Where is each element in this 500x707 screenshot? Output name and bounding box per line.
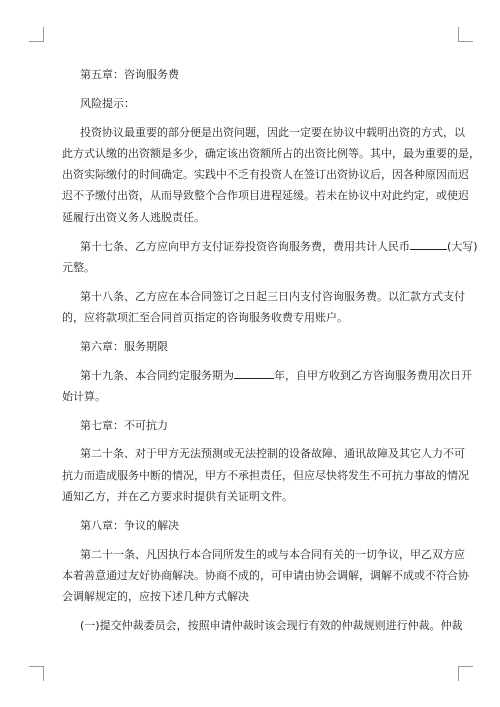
article-21-line-2: 本着善意通过友好协商解决。协商不成的，可申请由协会调解，调解不成或不符合协 [62,568,469,582]
risk-line-5: 延履行出资义务人逃脱责任。 [62,210,205,224]
crop-mark-bottom-left [29,666,44,681]
risk-paragraph [62,122,480,228]
crop-mark-bottom-right [458,666,473,681]
arbitration-item-1: (一)提交仲裁委员会，按照申请仲裁时该会现行有效的仲裁规则进行仲裁。仲裁 [80,619,463,633]
risk-line-2: 此方式认缴的出资额是多少，确定该出资额所占的出资比例等。其中，最为重要的是， [62,146,480,160]
risk-line-3: 出资实际缴付的时间确定。实践中不乏有投资人在签订出资协议后，因各种原因而迟 [62,168,469,182]
chapter-7-heading: 第七章：不可抗力 [80,418,168,432]
article-18 [62,286,465,329]
risk-line-4: 迟不予缴付出资，从而导致整个合作项目进程延缓。若未在协议中对此约定，或使迟 [62,189,469,203]
article-17-line-2: 元整。 [62,260,95,274]
chapter-5-heading: 第五章：咨询服务费 [80,68,179,81]
article-20-line-2: 抗力而造成服务中断的情况，甲方不承担责任，但应尽快将发生不可抗力事故的情况 [62,468,469,482]
article-21-line-1: 第二十一条、凡因执行本合同所发生的或与本合同有关的一切争议，甲乙双方应 [80,547,465,561]
article-21 [62,544,469,608]
article-20-line-3: 通知乙方，并在乙方要求时提供有关证明文件。 [62,490,293,504]
fee-amount-blank [410,237,447,250]
article-20 [62,443,469,507]
chapter-6-heading: 第六章：服务期限 [80,339,168,353]
article-18-line-1: 第十八条、乙方应在本合同签订之日起三日内支付咨询服务费。以汇款方式支付 [80,289,465,303]
article-19-suffix: 年，自甲方收到乙方咨询服务费用次日开 [274,368,472,382]
risk-line-1: 投资协议最重要的部分便是出资问题，因此一定要在协议中载明出资的方式，以 [80,125,465,139]
article-21-line-3: 会调解规定的，应按下述几种方式解决 [62,590,249,604]
article-19-text: 第十九条、本合同约定服务期为 [80,368,234,382]
risk-label: 风险提示： [80,96,135,110]
chapter-8-heading: 第八章：争议的解决 [80,518,179,532]
article-19-line-2: 始计算。 [62,389,106,403]
crop-mark-top-right [458,27,473,42]
document-body [62,64,480,636]
article-17-text: 第十七条、乙方应向甲方支付证券投资咨询服务费，费用共计人民币 [80,239,410,253]
article-17-line-1 [62,236,478,257]
service-years-blank [234,366,274,379]
article-17-suffix: (大写) [447,239,478,253]
crop-mark-top-left [29,27,44,42]
article-19 [62,365,472,408]
article-19-line-1 [62,365,472,386]
article-20-line-1: 第二十条、对于甲方无法预测或无法控制的设备故障、通讯故障及其它人力不可 [80,447,465,461]
article-17 [62,236,478,279]
article-18-line-2: 的，应将款项汇至合同首页指定的咨询服务收费专用账户。 [62,310,348,324]
